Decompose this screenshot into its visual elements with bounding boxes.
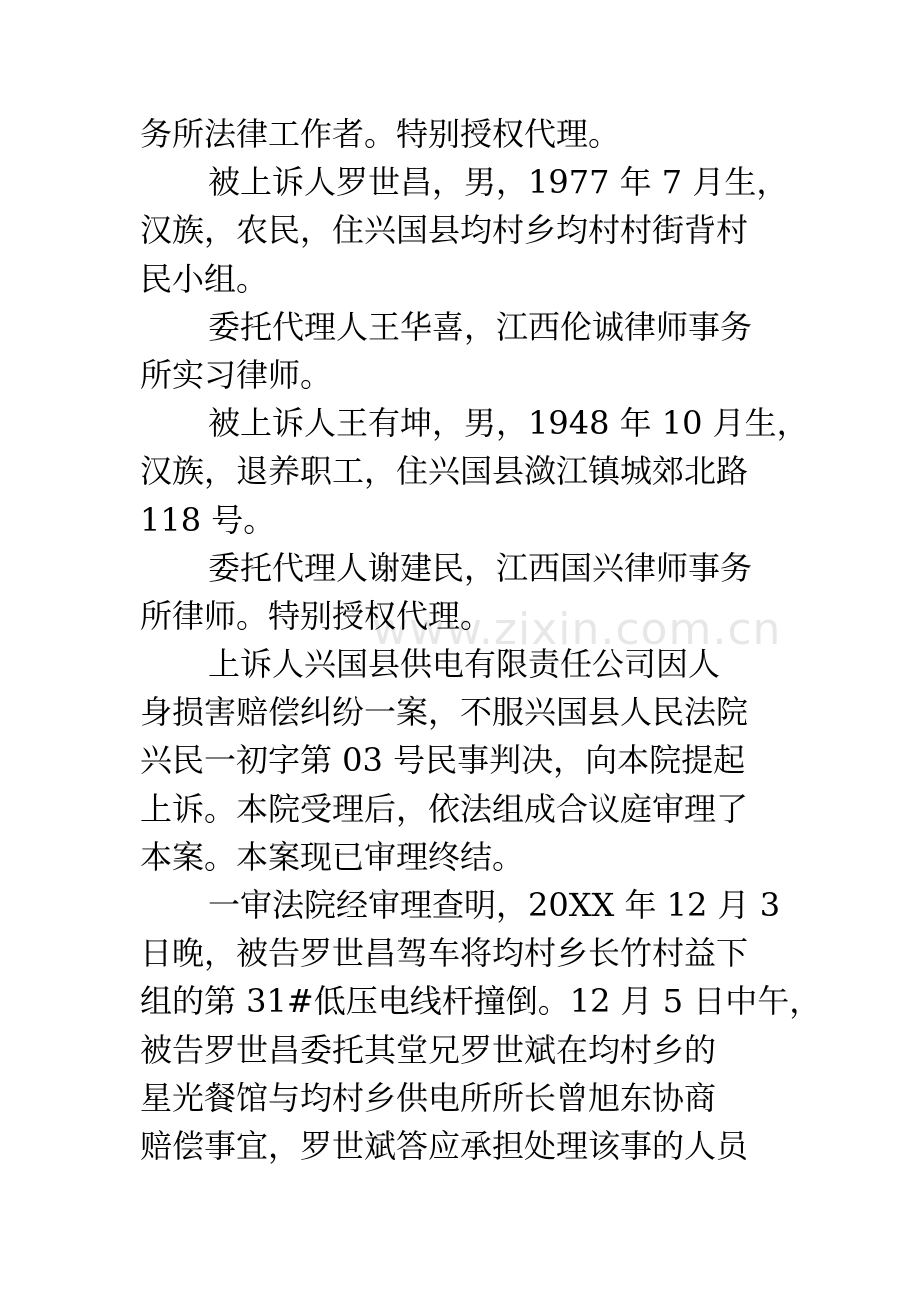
text-line: 一审法院经审理查明，20XX 年 12 月 3 — [208, 886, 781, 924]
text-line: 汉族，农民，住兴国县均村乡均村村街背村 — [140, 211, 749, 250]
text-line: 被上诉人罗世昌，男，1977 年 7 月生， — [208, 163, 789, 202]
text-line: 兴民一初字第 03 号民事判决，向本院提起 — [140, 741, 746, 780]
watermark: www.zixin.com.cn — [372, 604, 782, 655]
text-line: 赔偿事宜，罗世斌答应承担处理该事的人员 — [140, 1126, 749, 1165]
text-line: 星光餐馆与均村乡供电所所长曾旭东协商 — [140, 1078, 717, 1117]
text-line: 本案。本案现已审理终结。 — [140, 837, 525, 876]
text-line: 汉族，退养职工，住兴国县潋江镇城郊北路 — [140, 452, 749, 491]
text-line: 所律师。特别授权代理。 — [140, 596, 493, 635]
text-line: 上诉人兴国县供电有限责任公司因人 — [208, 645, 721, 684]
document-body — [140, 110, 822, 1170]
text-line: 日晚，被告罗世昌驾车将均村乡长竹村益下 — [140, 934, 749, 973]
text-line: 民小组。 — [140, 259, 269, 298]
text-line: 委托代理人谢建民，江西国兴律师事务 — [208, 548, 753, 587]
text-line: 务所法律工作者。特别授权代理。 — [140, 115, 621, 153]
text-line: 上诉。本院受理后，依法组成合议庭审理了 — [140, 789, 749, 828]
text-line: 118 号。 — [140, 500, 276, 539]
text-line: 被上诉人王有坤，男，1948 年 10 月生， — [208, 404, 809, 443]
text-line: 组的第 31#低压电线杆撞倒。12 月 5 日中午， — [140, 982, 822, 1021]
text-line: 身损害赔偿纠纷一案，不服兴国县人民法院 — [140, 693, 749, 732]
text-line: 委托代理人王华喜，江西伦诚律师事务 — [208, 307, 753, 346]
text-line: 所实习律师。 — [140, 355, 333, 394]
text-line: 被告罗世昌委托其堂兄罗世斌在均村乡的 — [140, 1030, 717, 1069]
